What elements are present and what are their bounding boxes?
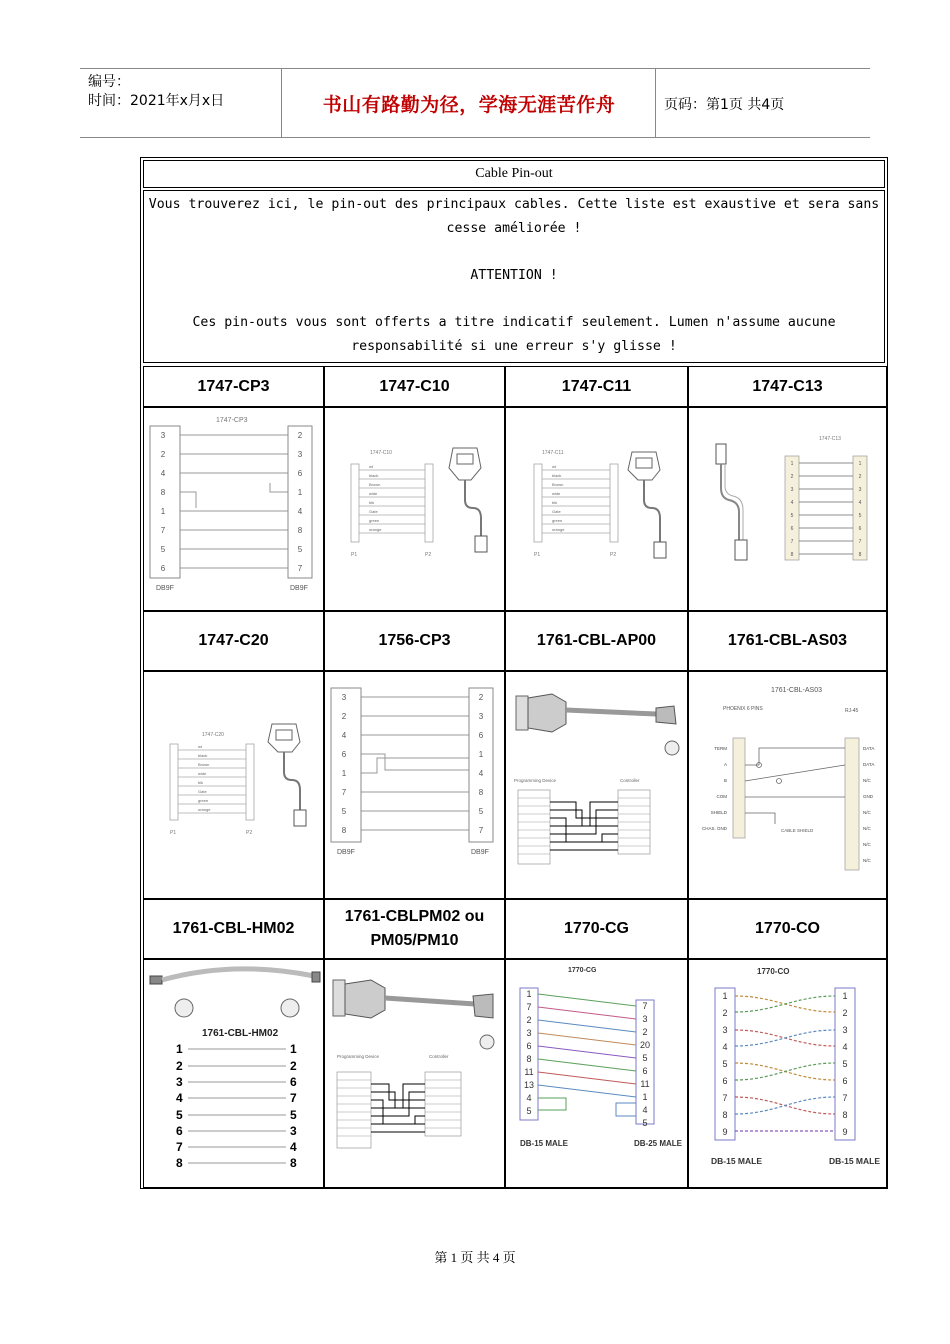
prog-label: Programming Device <box>337 1054 380 1059</box>
diagram-label: 1747-C10 <box>370 450 392 456</box>
diagram-1761-cblpm02 <box>324 959 505 1188</box>
pin-label: 6 <box>290 1075 297 1089</box>
wire-label: orange <box>198 807 211 812</box>
header-motto: 书山有路勤为径，学海无涯苦作舟 <box>322 93 616 116</box>
note-line: responsabilité si une erreur s'y glisse ! <box>351 339 677 354</box>
pin-label: 7 <box>642 1001 648 1011</box>
pinout-table <box>140 157 888 1189</box>
pin-label: 6 <box>341 750 347 759</box>
pin-label: 4 <box>478 769 484 778</box>
pin-label: 3 <box>722 1025 728 1035</box>
pin-label: 1 <box>297 488 303 497</box>
pin-label: 8 <box>526 1054 532 1064</box>
pin-label: 8 <box>176 1156 183 1170</box>
prog-label: Programming Device <box>514 778 557 783</box>
pin-label: 6 <box>297 469 303 478</box>
pin-label: 13 <box>523 1080 535 1090</box>
pin-label: 1 <box>722 991 728 1001</box>
diagram-1747-c10 <box>324 407 505 611</box>
pin-label: 9 <box>722 1127 728 1137</box>
pin-label: 3 <box>790 487 794 493</box>
cable-name: 1747-C20 <box>143 611 324 671</box>
wire-label: wide <box>369 491 378 496</box>
pin-label: 5 <box>858 513 862 519</box>
pin-label: 3 <box>842 1025 848 1035</box>
pin-label: 3 <box>642 1014 648 1024</box>
wire-label: Gate <box>369 509 378 514</box>
pin-label: 4 <box>297 507 303 516</box>
wire-label: Brown <box>552 482 564 487</box>
page-header <box>80 68 870 138</box>
pin-label: 1 <box>790 461 794 467</box>
pin-label: 2 <box>176 1059 183 1073</box>
pin-label: 8 <box>790 552 794 558</box>
pin-name: A <box>723 762 727 767</box>
pin-label: 5 <box>341 807 347 816</box>
pin-label: 6 <box>858 526 862 532</box>
pin-label: 5 <box>790 513 794 519</box>
pin-label: 1 <box>858 461 862 467</box>
pin-label: 3 <box>176 1075 183 1089</box>
pin-label: 5 <box>290 1108 297 1122</box>
pin-label: 4 <box>160 469 166 478</box>
pin-label: 6 <box>160 564 166 573</box>
pin-label: 8 <box>341 826 347 835</box>
plug-label: P2 <box>425 552 432 558</box>
pin-label: 4 <box>790 500 794 506</box>
plug-label: P1 <box>170 830 177 836</box>
diagram-1770-cg <box>505 959 688 1188</box>
pin-name: COM <box>716 794 727 799</box>
pin-label: 7 <box>176 1140 183 1154</box>
pin-label: 5 <box>526 1106 532 1116</box>
pin-label: 3 <box>297 450 303 459</box>
pin-label: 1 <box>160 507 166 516</box>
wire-label: black <box>198 753 208 758</box>
wire-label: wt <box>369 464 373 469</box>
pin-label: 1 <box>290 1042 297 1056</box>
ctrl-label: Controller <box>429 1054 449 1059</box>
connector-label: DB-15 MALE <box>829 1156 881 1166</box>
connector-label: DB-15 MALE <box>711 1156 763 1166</box>
pin-label: 6 <box>478 731 484 740</box>
pin-label: 8 <box>842 1110 848 1120</box>
pin-label: 1 <box>176 1042 183 1056</box>
page-info: 页码：第1页 共4页 <box>664 97 785 113</box>
pin-label: 4 <box>642 1105 648 1115</box>
pin-label: 1 <box>478 750 484 759</box>
pin-name: DATA <box>863 746 875 751</box>
intro-text <box>143 190 885 363</box>
pin-name: N/C <box>863 858 871 863</box>
date-label: 时间：2021年x月x日 <box>88 93 225 109</box>
connector-label: DB9F <box>471 849 489 856</box>
pin-label: 8 <box>722 1110 728 1120</box>
wire-label: Gate <box>198 789 207 794</box>
pin-name: N/C <box>863 778 871 783</box>
wire-label: blk <box>369 500 375 505</box>
pin-label: 4 <box>176 1091 183 1105</box>
pin-label: 8 <box>478 788 484 797</box>
pin-label: 2 <box>297 431 303 440</box>
pin-label: 8 <box>160 488 166 497</box>
header-divider <box>655 69 656 137</box>
cable-name: 1747-C11 <box>505 366 688 407</box>
pin-label: 7 <box>341 788 347 797</box>
diagram-label: 1770-CO <box>757 967 790 976</box>
wire-label: Brown <box>198 762 210 767</box>
pin-label: 1 <box>341 769 347 778</box>
pin-label: 4 <box>858 500 862 506</box>
pin-label: 20 <box>639 1040 651 1050</box>
wire-label: Gate <box>552 509 561 514</box>
pin-label: 11 <box>640 1079 650 1089</box>
wire-label: Brown <box>369 482 381 487</box>
page-footer: 第 1 页 共 4 页 <box>434 1250 516 1265</box>
pin-name: GND <box>863 794 873 799</box>
pin-label: 4 <box>722 1042 728 1052</box>
diagram-label: 1761-CBL-HM02 <box>202 1028 279 1039</box>
wire-label: wide <box>198 771 207 776</box>
diagram-1747-cp3 <box>143 407 324 611</box>
diagram-label: 1747-CP3 <box>216 417 248 424</box>
plug-label: P2 <box>610 552 617 558</box>
cable-name: 1761-CBL-AS03 <box>688 611 887 671</box>
wire-label: wt <box>552 464 556 469</box>
pin-label: 7 <box>790 539 794 545</box>
pin-label: 2 <box>858 474 862 480</box>
cable-name: 1770-CG <box>505 899 688 959</box>
pin-label: 7 <box>858 539 862 545</box>
pin-label: 8 <box>297 526 303 535</box>
wire-label: green <box>198 798 209 803</box>
pin-label: 1 <box>842 991 848 1001</box>
note-line: Ces pin-outs vous sont offerts a titre indicatif seulement. Lumen n'assume aucune <box>192 315 836 330</box>
pin-label: 3 <box>526 1028 532 1038</box>
connector-label: DB9F <box>290 585 308 592</box>
intro-line: cesse améliorée ! <box>446 221 582 236</box>
pin-label: 5 <box>642 1118 648 1128</box>
pin-name: TERM <box>714 746 727 751</box>
pin-label: 8 <box>290 1156 297 1170</box>
diagram-1756-cp3 <box>324 671 505 899</box>
intro-line: Vous trouverez ici, le pin-out des principaux cables. Cette liste est exaustive et sera sans <box>148 197 880 212</box>
pin-label: 2 <box>722 1008 728 1018</box>
pin-label: 3 <box>160 431 166 440</box>
wire-label: black <box>369 473 379 478</box>
wire-label: green <box>369 518 380 523</box>
pin-label: 6 <box>642 1066 648 1076</box>
diagram-1747-c11 <box>505 407 688 611</box>
diagram-label: 1761-CBL-AS03 <box>771 687 822 694</box>
diagram-label: 1747-C20 <box>202 732 224 738</box>
pin-label: 5 <box>722 1059 728 1069</box>
pin-label: 5 <box>478 807 484 816</box>
plug-label: P1 <box>534 552 541 558</box>
pin-label: 2 <box>160 450 166 459</box>
wire-label: orange <box>369 527 382 532</box>
diagram-label: 1747-C13 <box>819 436 841 442</box>
pin-label: 7 <box>297 564 303 573</box>
pin-label: 2 <box>290 1059 297 1073</box>
wire-label: orange <box>552 527 565 532</box>
pin-name: N/C <box>863 842 871 847</box>
connector-label: DB9F <box>156 585 174 592</box>
pin-label: 2 <box>478 693 484 702</box>
pin-label: 4 <box>290 1140 297 1154</box>
pin-name: CHAS. GND <box>701 826 727 831</box>
rj-label: RJ-45 <box>845 708 859 714</box>
pin-label: 2 <box>526 1015 532 1025</box>
pin-label: 6 <box>722 1076 728 1086</box>
pin-label: 3 <box>858 487 862 493</box>
table-title: Cable Pin-out <box>143 160 885 188</box>
cable-name: 1761-CBL-HM02 <box>143 899 324 959</box>
connector-label: DB9F <box>337 849 355 856</box>
pin-label: 6 <box>842 1076 848 1086</box>
diagram-1770-co <box>688 959 887 1188</box>
pin-label: 2 <box>341 712 347 721</box>
diagram-1761-cbl-ap00 <box>505 671 688 899</box>
pin-label: 11 <box>524 1067 534 1077</box>
pin-label: 5 <box>176 1108 183 1122</box>
pin-label: 2 <box>842 1008 848 1018</box>
pin-label: 4 <box>842 1042 848 1052</box>
pin-label: 4 <box>341 731 347 740</box>
plug-label: P2 <box>246 830 253 836</box>
pin-label: 1 <box>642 1092 648 1102</box>
cable-name: 1761-CBLPM02 ou PM05/PM10 <box>324 899 505 959</box>
pin-label: 8 <box>858 552 862 558</box>
ctrl-label: Controller <box>620 778 640 783</box>
diagram-label: 1747-C11 <box>542 450 564 456</box>
cable-name: 1761-CBL-AP00 <box>505 611 688 671</box>
connector-label: DB-15 MALE <box>520 1139 569 1148</box>
diagram-1761-cbl-as03 <box>688 671 887 899</box>
pin-label: 6 <box>790 526 794 532</box>
connector-label: DB-25 MALE <box>634 1139 683 1148</box>
cable-name: 1770-CO <box>688 899 887 959</box>
wire-label: blk <box>552 500 558 505</box>
pin-name: B <box>723 778 727 783</box>
pin-label: 9 <box>842 1127 848 1137</box>
wire-label: wide <box>552 491 561 496</box>
code-label: 编号： <box>88 74 130 90</box>
wire-label: wt <box>198 744 202 749</box>
header-meta <box>88 73 224 111</box>
diagram-1761-cbl-hm02 <box>143 959 324 1188</box>
cable-name: 1756-CP3 <box>324 611 505 671</box>
pin-label: 7 <box>478 826 484 835</box>
diagram-1747-c20 <box>143 671 324 899</box>
pin-label: 3 <box>341 693 347 702</box>
pin-label: 5 <box>297 545 303 554</box>
pin-label: 6 <box>526 1041 532 1051</box>
pin-name: N/C <box>863 826 871 831</box>
pin-label: 7 <box>722 1093 728 1103</box>
pin-label: 5 <box>642 1053 648 1063</box>
cable-name: 1747-CP3 <box>143 366 324 407</box>
pin-label: 7 <box>842 1093 848 1103</box>
cable-name: 1747-C10 <box>324 366 505 407</box>
pin-label: 6 <box>176 1124 183 1138</box>
wire-label: black <box>552 473 562 478</box>
plug-label: P1 <box>351 552 358 558</box>
diagram-label: 1770-CG <box>568 967 597 974</box>
phoenix-label: PHOENIX 6 PINS <box>723 706 763 712</box>
pin-label: 7 <box>160 526 166 535</box>
pin-label: 4 <box>526 1093 532 1103</box>
pin-name: SHIELD <box>710 810 727 815</box>
pin-label: 5 <box>842 1059 848 1069</box>
attention-text: ATTENTION ! <box>470 268 558 283</box>
pin-label: 3 <box>478 712 484 721</box>
pin-label: 1 <box>526 989 532 999</box>
pin-label: 5 <box>160 545 166 554</box>
pin-label: 3 <box>290 1124 297 1138</box>
cable-shield-label: CABLE SHIELD <box>781 828 814 833</box>
cable-name: 1747-C13 <box>688 366 887 407</box>
pin-name: N/C <box>863 810 871 815</box>
wire-label: green <box>552 518 563 523</box>
diagram-1747-c13 <box>688 407 887 611</box>
wire-label: blk <box>198 780 204 785</box>
pin-label: 7 <box>290 1091 297 1105</box>
pin-label: 2 <box>642 1027 648 1037</box>
pin-label: 2 <box>790 474 794 480</box>
pin-name: DATA <box>863 762 875 767</box>
pin-label: 7 <box>526 1002 532 1012</box>
